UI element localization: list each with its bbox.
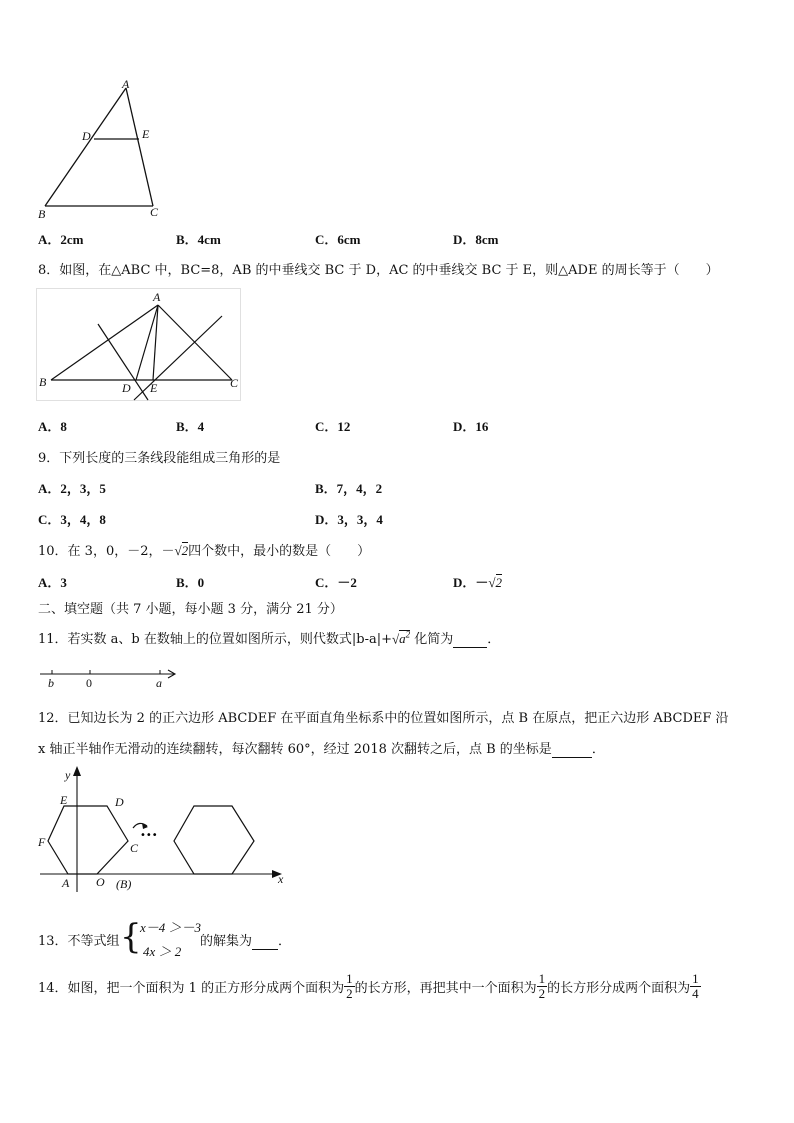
- hex-label-d: D: [115, 795, 124, 809]
- q8-point-label-a: A: [153, 290, 161, 304]
- q12-line-1: 12．已知边长为 2 的正六边形 ABCDEF 在平面直角坐标系中的位置如图所示，点 B 在原点，把正六边形 ABCDEF 沿: [38, 711, 729, 726]
- q10-stem-prefix: 10．在 3，0，－2，－: [38, 544, 175, 559]
- q9-option-c: C．3，4，8: [38, 512, 106, 527]
- q10-stem: [38, 540, 370, 559]
- section-heading: 二、填空题（共 7 小题，每小题 3 分，满分 21 分）: [38, 602, 343, 617]
- q11-sqrt-exponent: 2: [405, 629, 411, 640]
- number-line-figure: [38, 660, 178, 690]
- ellipsis-dots: •••: [140, 830, 158, 841]
- q8-point-label-b: B: [39, 375, 47, 389]
- point-label-a: A: [122, 77, 130, 91]
- axis-label-a: a: [156, 676, 162, 690]
- q7-triangle-figure: [36, 78, 176, 223]
- q13-end: ．: [278, 934, 292, 949]
- q11-end: ．: [487, 632, 501, 647]
- q9-stem: 9．下列长度的三条线段能组成三角形的是: [38, 451, 281, 466]
- frac-denominator: 4: [692, 986, 699, 1001]
- q14-stem: [38, 972, 701, 1001]
- q13-inequality-2: 4x ＞ 2: [143, 944, 182, 959]
- sqrt-symbol: √2: [488, 575, 503, 590]
- q12-line-2: [38, 738, 605, 758]
- frac-numerator: 1: [692, 971, 699, 986]
- answer-blank: [552, 742, 592, 758]
- q8-triangle-figure: [36, 288, 242, 402]
- point-label-e: E: [142, 127, 150, 141]
- q14-part-1: 14．如图，把一个面积为 1 的正方形分成两个面积为: [38, 981, 345, 996]
- hex-label-a: A: [62, 876, 70, 890]
- q11-stem-prefix: 11．若实数 a、b 在数轴上的位置如图所示，则代数式|b-a|+: [38, 632, 392, 647]
- q8-point-label-c: C: [230, 376, 239, 390]
- y-axis-label: y: [65, 768, 71, 782]
- origin-label: O: [96, 875, 105, 889]
- q7-option-c: C．6cm: [315, 232, 361, 247]
- q10-option-a: A．3: [38, 575, 67, 590]
- q8-option-a: A．8: [38, 419, 67, 434]
- q11-stem: [38, 628, 500, 648]
- answer-blank: [453, 632, 487, 648]
- q10-option-b: B．0: [176, 575, 205, 590]
- sqrt-symbol: √2: [174, 543, 189, 558]
- q10-option-d-text: D．－: [453, 575, 489, 590]
- q8-point-label-e: E: [150, 381, 158, 395]
- answer-blank: [252, 934, 278, 950]
- q10-sqrt-value: 2: [181, 543, 189, 558]
- fraction-one-quarter: [690, 972, 701, 1001]
- q12-end: ．: [591, 742, 605, 757]
- q10-option-d-sqrt-value: 2: [495, 575, 503, 590]
- axis-label-zero: 0: [86, 676, 92, 690]
- q9-option-d: D．3，3，4: [315, 512, 383, 527]
- q13-inequality-1: x－4 ＞－3: [140, 920, 202, 935]
- q11-sqrt-value: a: [399, 631, 406, 646]
- q7-option-b: B．4cm: [176, 232, 221, 247]
- hexagon-figure: [36, 766, 290, 894]
- q9-option-a: A．2，3，5: [38, 481, 106, 496]
- frac-denominator: 2: [538, 986, 546, 1001]
- frac-denominator: 2: [346, 986, 353, 1001]
- q8-option-c: C．12: [315, 419, 351, 434]
- q14-part-3: 的长方形分成两个面积为: [547, 981, 691, 996]
- x-axis-label: x: [278, 872, 284, 886]
- sqrt-symbol: $√a^2$: [392, 629, 411, 646]
- hex-label-b: (B): [116, 877, 132, 891]
- q10-option-c: C．－2: [315, 575, 357, 590]
- q13-prefix: 13．不等式组: [38, 934, 120, 949]
- q13-suffix: [200, 930, 291, 950]
- q7-option-d: D．8cm: [453, 232, 499, 247]
- hex-label-f: F: [38, 835, 46, 849]
- q8-option-d: D．16: [453, 419, 489, 434]
- q7-option-a: A．2cm: [38, 232, 84, 247]
- q8-option-b: B．4: [176, 419, 205, 434]
- point-label-b: B: [38, 207, 46, 221]
- hex-label-c: C: [130, 841, 139, 855]
- q13-suffix-text: 的解集为: [200, 934, 253, 949]
- fraction-one-half: [537, 972, 548, 1001]
- axis-label-b: b: [48, 676, 54, 690]
- hex-label-e: E: [60, 793, 68, 807]
- q14-part-2: 的长方形，再把其中一个面积为: [354, 981, 537, 996]
- q8-point-label-d: D: [122, 381, 131, 395]
- point-label-c: C: [150, 205, 159, 219]
- q11-stem-suffix: 化简为: [414, 632, 454, 647]
- frac-numerator: 1: [538, 971, 546, 986]
- brace-symbol: {: [120, 917, 142, 957]
- q10-stem-suffix: 四个数中，最小的数是（ ）: [188, 544, 371, 559]
- q12-line-2-text: x 轴正半轴作无滑动的连续翻转，每次翻转 60°，经过 2018 次翻转之后，点 B 的坐标是: [38, 742, 552, 757]
- q8-stem: 8．如图，在△ABC 中，BC=8，AB 的中垂线交 BC 于 D，AC 的中垂线交 BC 于 E，则△ADE 的周长等于（ ）: [38, 263, 719, 278]
- point-label-d: D: [82, 129, 91, 143]
- fraction-one-half: [344, 972, 355, 1001]
- q10-option-d: [453, 572, 502, 591]
- q9-option-b: B．7，4，2: [315, 481, 383, 496]
- frac-numerator: 1: [346, 971, 353, 986]
